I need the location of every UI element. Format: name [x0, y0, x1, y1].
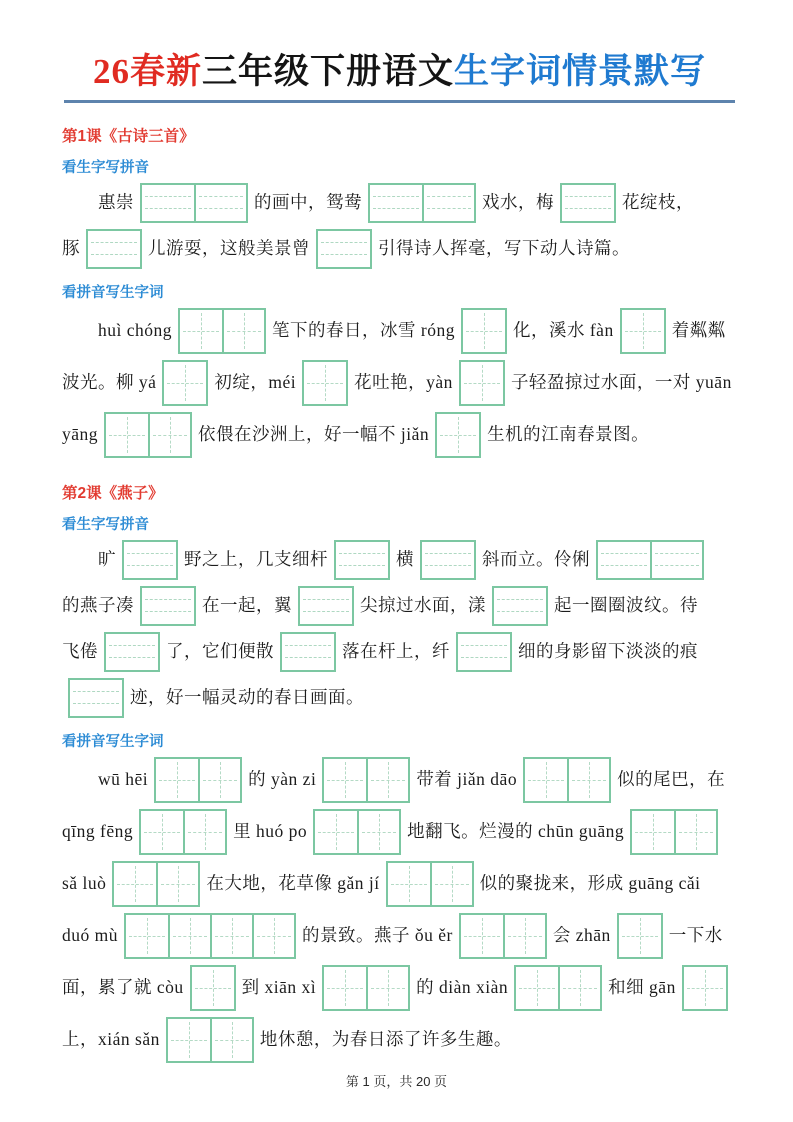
writing-cell[interactable]: [458, 634, 510, 670]
writing-cell[interactable]: [222, 310, 264, 352]
writing-cell[interactable]: [106, 634, 158, 670]
title-underline: [64, 100, 735, 103]
writing-cell[interactable]: [168, 915, 210, 957]
exercise-line: [62, 1015, 737, 1065]
pinyin-writing-box[interactable]: [420, 540, 476, 580]
exercise-text: 野之上，几支细杆: [184, 549, 328, 570]
exercise-text: 在大地，花草像 gǎn jí: [206, 873, 380, 894]
character-writing-box[interactable]: [313, 809, 401, 855]
pinyin-writing-box[interactable]: [122, 540, 178, 580]
pinyin-writing-box[interactable]: [316, 229, 372, 269]
character-writing-box[interactable]: [166, 1017, 254, 1063]
writing-cell[interactable]: [388, 863, 430, 905]
character-writing-box[interactable]: [523, 757, 611, 803]
exercise-text: 一下水: [668, 925, 723, 946]
page-title-blue-part: 生字词情景默写: [454, 52, 707, 91]
exercise-text: 迹，好一幅灵动的春日画面。: [130, 687, 364, 708]
writing-cell[interactable]: [156, 759, 198, 801]
pinyin-writing-box[interactable]: [140, 183, 248, 223]
exercise-text: 儿游耍，这般美景曾: [148, 238, 310, 259]
pinyin-writing-box[interactable]: [368, 183, 476, 223]
exercise-text: 地翻飞。烂漫的 chūn guāng: [407, 821, 625, 842]
exercise-paragraph: [62, 755, 737, 1065]
character-writing-box[interactable]: [162, 360, 208, 406]
pinyin-writing-box[interactable]: [492, 586, 548, 626]
character-writing-box[interactable]: [302, 360, 348, 406]
character-writing-box[interactable]: [190, 965, 236, 1011]
exercise-line: [62, 807, 737, 857]
exercise-text: 里 huó po: [233, 821, 308, 842]
lesson-heading: 第2课《燕子》: [62, 484, 164, 502]
pinyin-writing-box[interactable]: [298, 586, 354, 626]
writing-cell[interactable]: [210, 1019, 252, 1061]
writing-cell[interactable]: [126, 915, 168, 957]
writing-cell[interactable]: [148, 414, 190, 456]
exercise-text: qīng fēng: [62, 821, 134, 842]
writing-cell[interactable]: [366, 967, 408, 1009]
writing-cell[interactable]: [357, 811, 399, 853]
exercise-text: duó mù: [62, 925, 118, 946]
writing-cell[interactable]: [70, 680, 122, 716]
exercise-line: [62, 181, 737, 225]
exercise-text: 花绽枝，: [622, 192, 694, 213]
writing-cell[interactable]: [422, 542, 474, 578]
exercise-paragraph: [62, 306, 737, 460]
exercise-text: 飞倦: [62, 641, 98, 662]
exercise-line: [62, 306, 737, 356]
writing-cell[interactable]: [106, 414, 148, 456]
exercise-text: 花吐艳，yàn: [354, 372, 453, 393]
pinyin-writing-box[interactable]: [86, 229, 142, 269]
exercise-text: 生机的江南春景图。: [487, 424, 650, 445]
writing-cell[interactable]: [282, 634, 334, 670]
exercise-text: 似的聚拢来，形成 guāng cǎi: [479, 873, 701, 894]
exercise-text: 的景致。燕子 ǒu ěr: [302, 925, 453, 946]
exercise-line: [62, 538, 737, 582]
writing-cell[interactable]: [632, 811, 674, 853]
character-writing-box[interactable]: [459, 913, 547, 959]
lessons-container: [62, 124, 737, 1065]
exercise-line: [62, 911, 737, 961]
writing-cell[interactable]: [562, 185, 614, 221]
writing-cell[interactable]: [168, 1019, 210, 1061]
exercise-text: 的画中，鸳鸯: [254, 192, 362, 213]
writing-cell[interactable]: [336, 542, 388, 578]
writing-cell[interactable]: [141, 811, 183, 853]
writing-cell[interactable]: [461, 362, 503, 404]
exercise-text: 波光。柳 yá: [62, 372, 157, 393]
writing-cell[interactable]: [318, 231, 370, 267]
writing-cell[interactable]: [430, 863, 472, 905]
writing-cell[interactable]: [494, 588, 546, 624]
exercise-line: [62, 859, 737, 909]
exercise-text: sǎ luò: [62, 873, 107, 894]
section-label: 看生字写拼音: [62, 159, 149, 176]
exercise-text: 在一起，翼: [202, 595, 292, 616]
pinyin-writing-box[interactable]: [104, 632, 160, 672]
exercise-text: wū hēi: [98, 769, 149, 790]
character-writing-box[interactable]: [322, 757, 410, 803]
exercise-text: 豚: [62, 238, 80, 259]
character-writing-box[interactable]: [139, 809, 227, 855]
writing-cell[interactable]: [142, 185, 194, 221]
exercise-text: 旷: [98, 549, 116, 570]
exercise-text: 戏水，梅: [482, 192, 554, 213]
writing-cell[interactable]: [114, 863, 156, 905]
page-number: 第 1 页，共 20 页: [345, 1074, 448, 1089]
writing-cell[interactable]: [650, 542, 702, 578]
exercise-text: 横: [396, 549, 414, 570]
character-writing-box[interactable]: [386, 861, 474, 907]
writing-cell[interactable]: [684, 967, 726, 1009]
writing-cell[interactable]: [300, 588, 352, 624]
exercise-text: 会 zhān: [552, 925, 611, 946]
page-title-black-part: 三年级下册语文: [201, 52, 454, 91]
character-writing-box[interactable]: [322, 965, 410, 1011]
exercise-text: 带着 jiǎn dāo: [416, 769, 518, 790]
exercise-text: 笔下的春日，冰雪 róng: [272, 320, 455, 341]
writing-cell[interactable]: [315, 811, 357, 853]
section-label: 看拼音写生字词: [62, 284, 164, 301]
exercise-text: 的 diàn xiàn: [416, 977, 509, 998]
exercise-text: 初绽，méi: [214, 372, 297, 393]
character-writing-box[interactable]: [617, 913, 663, 959]
character-writing-box[interactable]: [514, 965, 602, 1011]
pinyin-writing-box[interactable]: [140, 586, 196, 626]
writing-cell[interactable]: [461, 915, 503, 957]
exercise-line: [62, 410, 737, 460]
character-writing-box[interactable]: [124, 913, 296, 959]
exercise-text: 引得诗人挥毫，写下动人诗篇。: [378, 238, 630, 259]
exercise-line: [62, 676, 737, 720]
writing-cell[interactable]: [198, 759, 240, 801]
character-writing-box[interactable]: [461, 308, 507, 354]
writing-cell[interactable]: [142, 588, 194, 624]
writing-cell[interactable]: [622, 310, 664, 352]
character-writing-box[interactable]: [630, 809, 718, 855]
exercise-paragraph: [62, 181, 737, 271]
exercise-text: 着粼粼: [671, 320, 726, 341]
character-writing-box[interactable]: [435, 412, 481, 458]
section-label: 看生字写拼音: [62, 516, 149, 533]
lesson-heading: 第1课《古诗三首》: [62, 127, 195, 145]
exercise-text: 依偎在沙洲上，好一幅不 jiǎn: [198, 424, 430, 445]
writing-cell[interactable]: [210, 915, 252, 957]
exercise-text: 起一圈圈波纹。待: [554, 595, 698, 616]
character-writing-box[interactable]: [154, 757, 242, 803]
writing-cell[interactable]: [88, 231, 140, 267]
exercise-text: 到 xiān xì: [241, 977, 317, 998]
exercise-text: 尖掠过水面，漾: [360, 595, 486, 616]
exercise-text: 落在杆上，纤: [342, 641, 450, 662]
exercise-text: 地休憩，为春日添了许多生趣。: [259, 1029, 512, 1050]
writing-cell[interactable]: [370, 185, 422, 221]
exercise-line: [62, 584, 737, 628]
exercise-text: 似的尾巴，在: [617, 769, 726, 790]
pinyin-writing-box[interactable]: [596, 540, 704, 580]
writing-cell[interactable]: [366, 759, 408, 801]
exercise-text: 的 yàn zi: [248, 769, 317, 790]
writing-cell[interactable]: [619, 915, 661, 957]
exercise-line: [62, 630, 737, 674]
writing-cell[interactable]: [558, 967, 600, 1009]
exercise-line: [62, 227, 737, 271]
character-writing-box[interactable]: [104, 412, 192, 458]
writing-cell[interactable]: [183, 811, 225, 853]
writing-cell[interactable]: [567, 759, 609, 801]
writing-cell[interactable]: [156, 863, 198, 905]
pinyin-writing-box[interactable]: [280, 632, 336, 672]
writing-cell[interactable]: [598, 542, 650, 578]
writing-cell[interactable]: [164, 362, 206, 404]
exercise-text: 子轻盈掠过水面，一对 yuān: [510, 372, 732, 393]
exercise-text: huì chóng: [98, 320, 173, 341]
exercise-text: 细的身影留下淡淡的痕: [518, 641, 698, 662]
exercise-text: 的燕子凑: [62, 595, 134, 616]
exercise-line: [62, 755, 737, 805]
writing-cell[interactable]: [324, 759, 366, 801]
exercise-text: 惠崇: [98, 192, 134, 213]
writing-cell[interactable]: [516, 967, 558, 1009]
exercise-text: 上，xián sǎn: [62, 1029, 160, 1050]
character-writing-box[interactable]: [459, 360, 505, 406]
writing-cell[interactable]: [525, 759, 567, 801]
writing-cell[interactable]: [124, 542, 176, 578]
page-title: [62, 50, 737, 94]
pinyin-writing-box[interactable]: [456, 632, 512, 672]
writing-cell[interactable]: [252, 915, 294, 957]
exercise-line: [62, 963, 737, 1013]
writing-cell[interactable]: [324, 967, 366, 1009]
exercise-paragraph: [62, 538, 737, 720]
writing-cell[interactable]: [194, 185, 246, 221]
writing-cell[interactable]: [437, 414, 479, 456]
character-writing-box[interactable]: [682, 965, 728, 1011]
character-writing-box[interactable]: [112, 861, 200, 907]
exercise-text: yāng: [62, 424, 99, 445]
writing-cell[interactable]: [180, 310, 222, 352]
writing-cell[interactable]: [463, 310, 505, 352]
writing-cell[interactable]: [503, 915, 545, 957]
writing-cell[interactable]: [192, 967, 234, 1009]
character-writing-box[interactable]: [620, 308, 666, 354]
section-label: 看拼音写生字词: [62, 733, 164, 750]
page-title-red-part: 26春新: [92, 52, 202, 91]
exercise-line: [62, 358, 737, 408]
writing-cell[interactable]: [674, 811, 716, 853]
pinyin-writing-box[interactable]: [68, 678, 124, 718]
pinyin-writing-box[interactable]: [334, 540, 390, 580]
writing-cell[interactable]: [304, 362, 346, 404]
writing-cell[interactable]: [422, 185, 474, 221]
exercise-text: 了，它们便散: [166, 641, 274, 662]
exercise-text: 面，累了就 còu: [62, 977, 184, 998]
exercise-text: 和细 gān: [608, 977, 676, 998]
pinyin-writing-box[interactable]: [560, 183, 616, 223]
character-writing-box[interactable]: [178, 308, 266, 354]
exercise-text: 斜而立。伶俐: [482, 549, 590, 570]
exercise-text: 化，溪水 fàn: [512, 320, 614, 341]
